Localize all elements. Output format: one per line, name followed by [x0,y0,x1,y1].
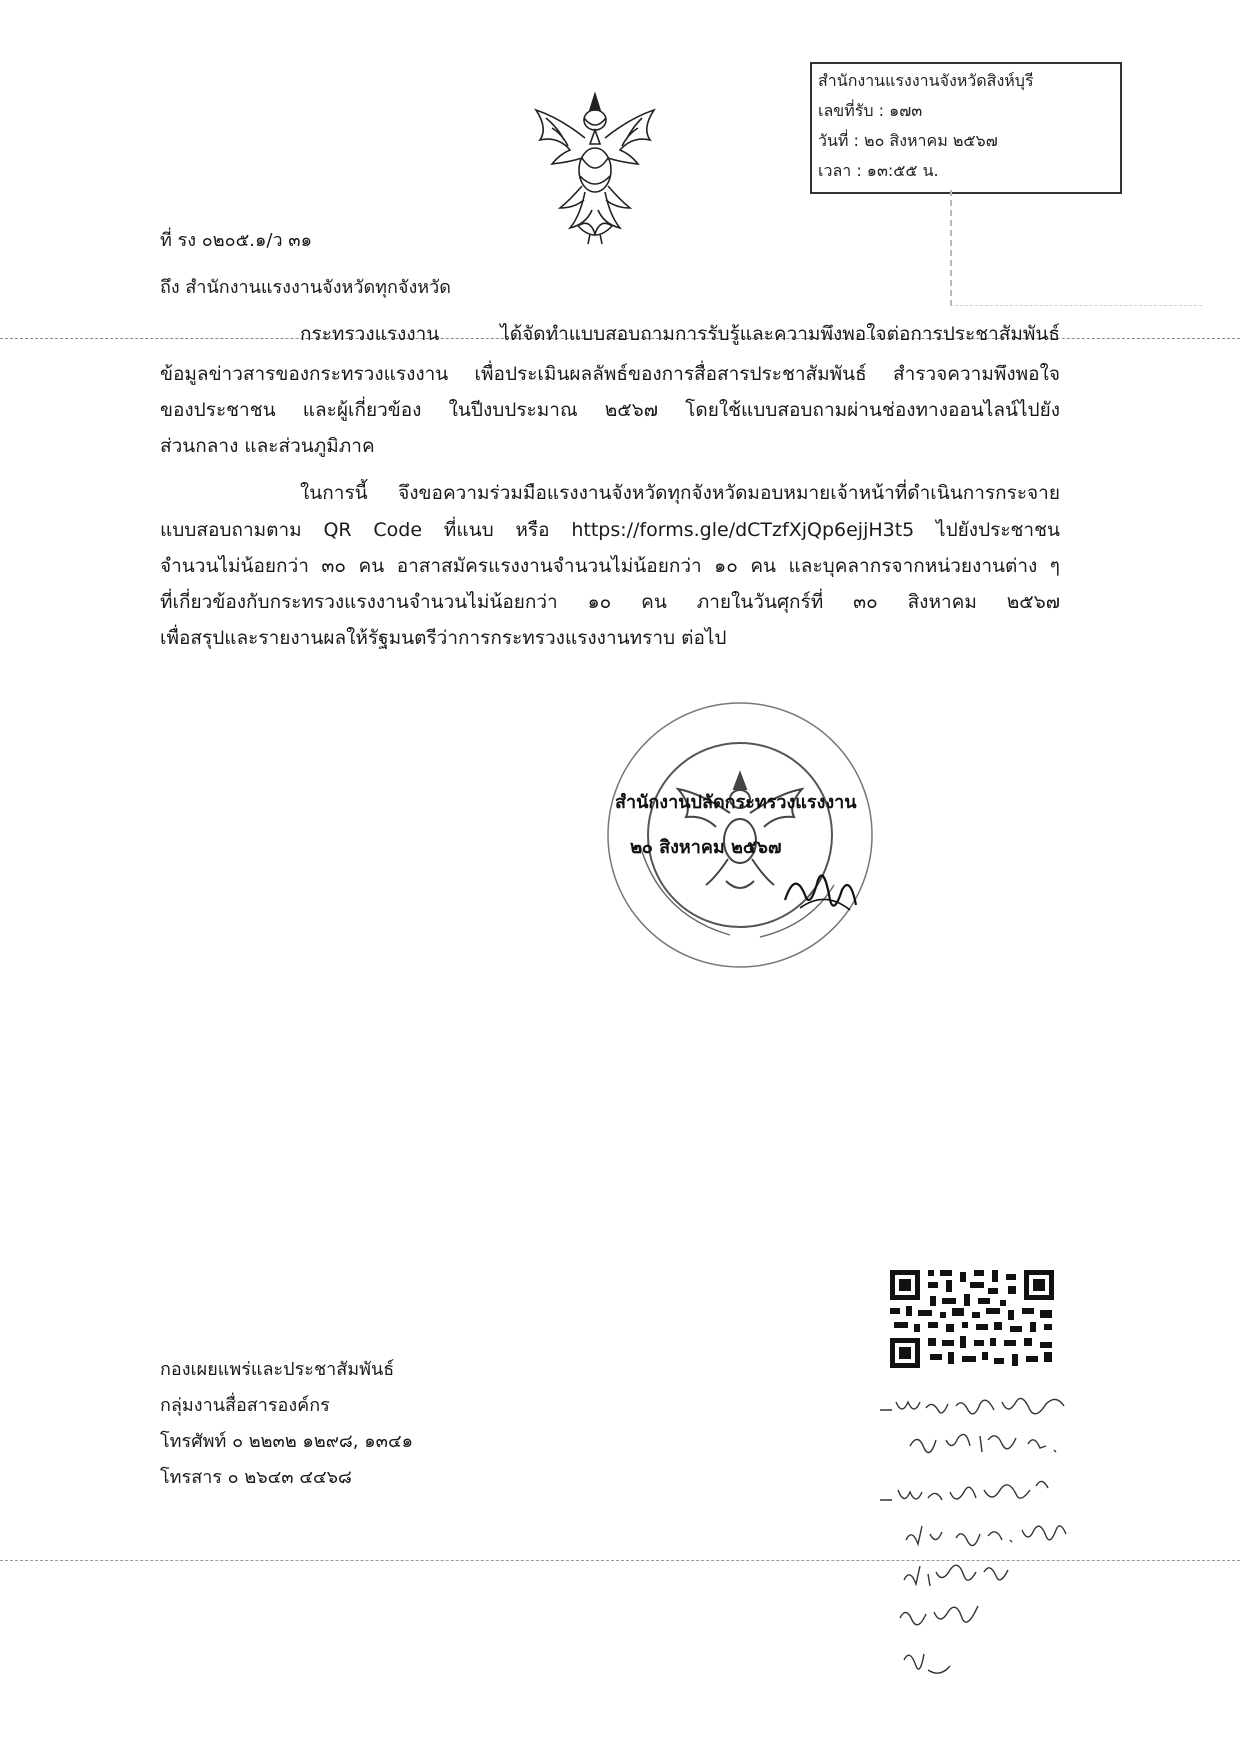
receipt-date: วันที่ : ๒๐ สิงหาคม ๒๕๖๗ [818,131,998,150]
paragraph-1-line-1: กระทรวงแรงงาน ได้จัดทำแบบสอบถามการรับรู้และความพึงพอใจต่อการประชาสัมพันธ์ [300,323,1060,345]
signature-scribble-icon [780,860,860,920]
paragraph-1-line-2: ข้อมูลข่าวสารของกระทรวงแรงงาน เพื่อประเมินผลลัพธ์ของการสื่อสารประชาสัมพันธ์ สำรวจความพึงพอใจ [160,363,1060,385]
garuda-emblem-icon [530,88,660,248]
receipt-time: เวลา : ๑๓:๕๕ น. [818,161,939,180]
handwritten-notes-icon [870,1380,1100,1710]
paragraph-2-line-5: เพื่อสรุปและรายงานผลให้รัฐมนตรีว่าการกระทรวงแรงงานทราบ ต่อไป [160,627,727,649]
faint-stamp [950,190,1202,306]
footer-fax: โทรสาร ๐ ๒๖๔๓ ๔๔๖๘ [160,1467,352,1488]
receipt-number: เลขที่รับ : ๑๗๓ [818,101,923,120]
qr-code-icon [888,1268,1056,1370]
signature-date: ๒๐ สิงหาคม ๒๕๖๗ [630,837,782,858]
paragraph-2-line-3: จำนวนไม่น้อยกว่า ๓๐ คน อาสาสมัครแรงงานจำนวนไม่น้อยกว่า ๑๐ คน และบุคลากรจากหน่วยงานต่าง ๆ [160,555,1060,577]
paragraph-2-line-4: ที่เกี่ยวข้องกับกระทรวงแรงงานจำนวนไม่น้อยกว่า ๑๐ คน ภายในวันศุกร์ที่ ๓๐ สิงหาคม ๒๕๖๗ [160,591,1060,613]
receipt-stamp [810,62,1122,194]
recipient-line: ถึง สำนักงานแรงงานจังหวัดทุกจังหวัด [160,277,451,298]
paragraph-2-line-1: ในการนี้ จึงขอความร่วมมือแรงงานจังหวัดทุกจังหวัดมอบหมายเจ้าหน้าที่ดำเนินการกระจาย [300,482,1060,504]
receipt-office: สำนักงานแรงงานจังหวัดสิงห์บุรี [818,71,1034,90]
reference-number: ที่ รง ๐๒๐๕.๑/ว ๓๑ [160,230,312,251]
footer-group: กลุ่มงานสื่อสารองค์กร [160,1395,330,1416]
footer-division: กองเผยแพร่และประชาสัมพันธ์ [160,1359,395,1380]
scan-line-bottom [0,1560,1240,1561]
signature-office: สำนักงานปลัดกระทรวงแรงงาน [615,792,857,813]
paragraph-1-line-3: ของประชาชน และผู้เกี่ยวข้อง ในปีงบประมาณ ๒๕๖๗ โดยใช้แบบสอบถามผ่านช่องทางออนไลน์ไปยัง [160,399,1060,421]
paragraph-1-line-4: ส่วนกลาง และส่วนภูมิภาค [160,435,375,457]
paragraph-2-line-2: แบบสอบถามตาม QR Code ที่แนบ หรือ https://forms.gle/dCTzfXjQp6ejjH3t5 ไปยังประชาชน [160,519,1060,541]
footer-phone: โทรศัพท์ ๐ ๒๒๓๒ ๑๒๙๘, ๑๓๔๑ [160,1431,413,1452]
